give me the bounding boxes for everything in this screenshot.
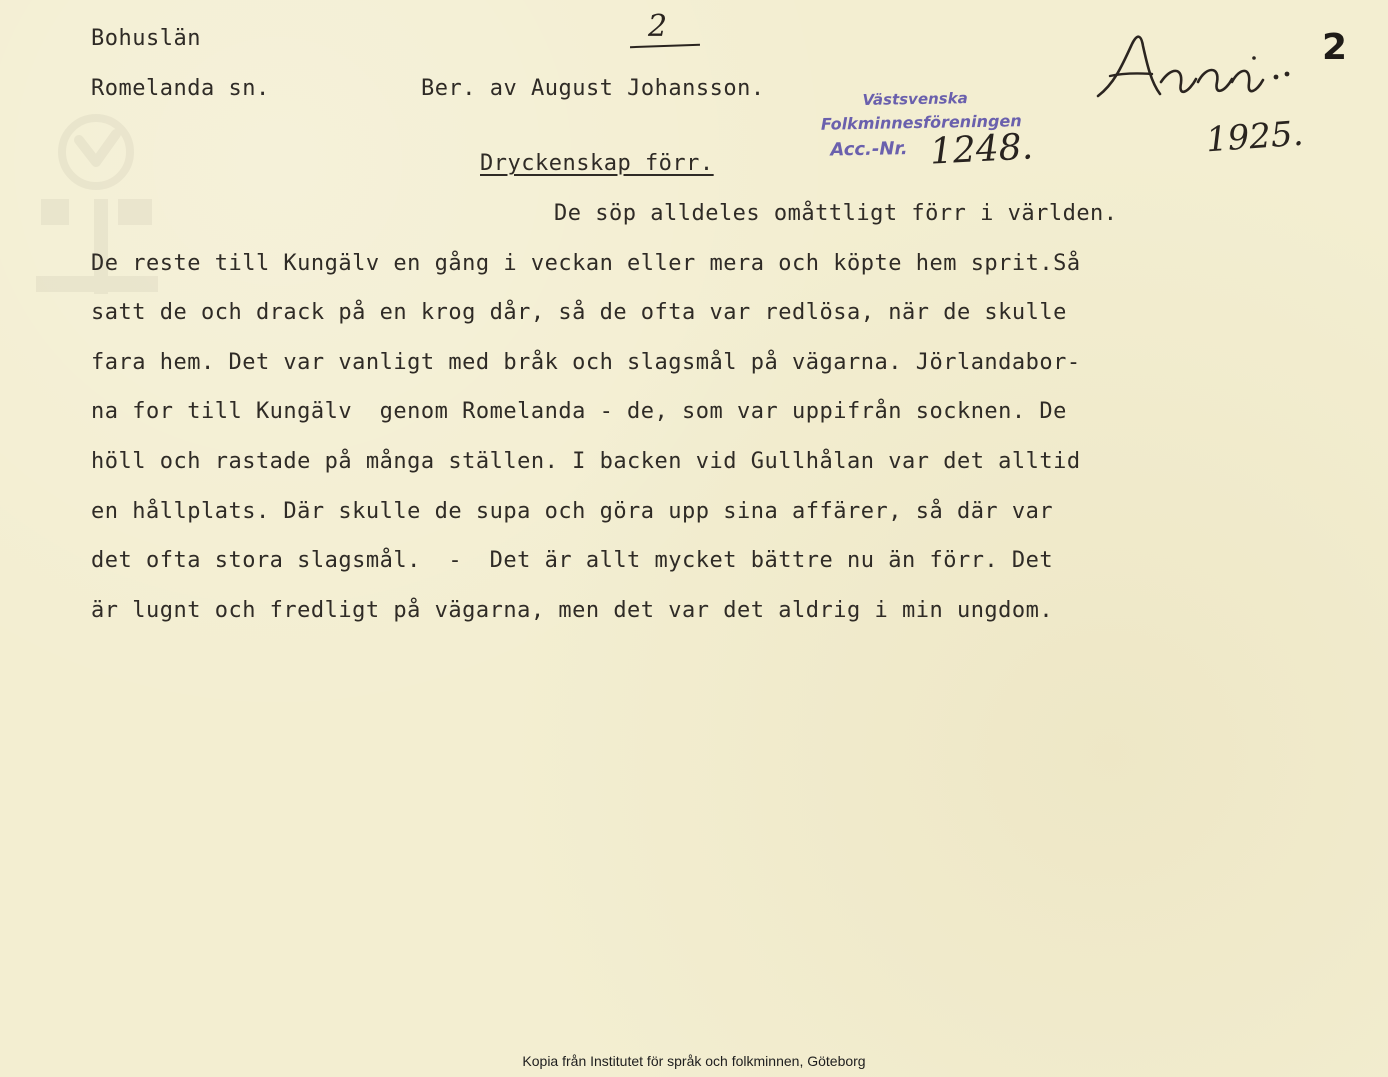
handwritten-signature [1094,34,1304,104]
body-line-2: De reste till Kungälv en gång i veckan eller mera och köpte hem sprit.Så [91,251,1081,276]
document-title: Dryckenskap förr. [480,151,714,176]
stamp-line-1: Västsvenska [862,89,968,109]
accession-number: 1248. [928,126,1035,173]
handwritten-page-number-underline [630,44,700,48]
body-line-1: De söp alldeles omåttligt förr i världen. [554,201,1118,226]
body-line-3: satt de och drack på en krog dår, så de ofta var redlösa, när de skulle [91,300,1067,325]
body-line-8: det ofta stora slagsmål. - Det är allt mycket bättre nu än förr. Det [91,548,1054,573]
body-line-9: är lugnt och fredligt på vägarna, men det var det aldrig i min ungdom. [91,598,1054,623]
parish-heading: Romelanda sn. [91,76,270,101]
region-heading: Bohuslän [91,26,201,51]
copy-notice-footer: Kopia från Institutet för språk och folkminnen, Göteborg [522,1053,866,1069]
body-line-7: en hållplats. Där skulle de supa och göra upp sina affärer, så där var [91,499,1054,524]
stamp-line-3: Acc.-Nr. [830,138,908,161]
stamp-line-2: Folkminnesföreningen [820,111,1022,134]
body-line-4: fara hem. Det var vanligt med bråk och slagsmål på vägarna. Jörlandabor- [91,350,1081,375]
body-line-5: na for till Kungälv genom Romelanda - de, som var uppifrån socknen. De [91,399,1067,424]
handwritten-year: 1925. [1204,113,1305,161]
reporter-line: Ber. av August Johansson. [421,76,765,101]
body-line-6: höll och rastade på många ställen. I backen vid Gullhålan var det alltid [91,449,1081,474]
handwritten-page-number: 2 [648,9,668,44]
corner-page-number: 2 [1322,27,1348,68]
